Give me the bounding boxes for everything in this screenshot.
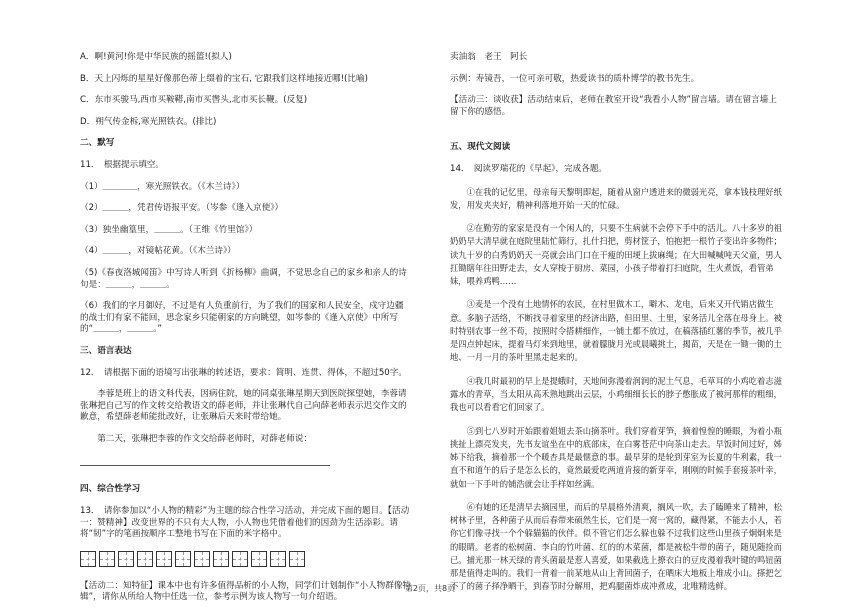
- q11-item-2: （2）＿＿＿，凭君传语报平安。（岑参《逢入京使》）: [80, 203, 284, 214]
- grid-cell[interactable]: [80, 551, 96, 567]
- section-heading-reading: 五、现代文阅读: [450, 142, 511, 153]
- grid-cell[interactable]: [232, 551, 248, 567]
- question-13: 13． 请你参加以“小人物的精彩”为主题的综合性学习活动，并完成下面的题目。【活动一：赞精神】改变世界的不只有大人物，小人物也凭借着他们的因劲为生活添彩。请将“韧”字的笔画按顺序工整地书写在下面的米字格中。: [80, 506, 410, 540]
- question-14: 14． 阅读罗瑞花的《早起》，完成各题。: [450, 163, 608, 174]
- question-12: 12． 请根据下面的语境写出张琳的转述语，要求：简明、连贯、得体，不超过50字。: [80, 367, 407, 378]
- q11-item-3: （3）独坐幽篁里，＿＿＿。（王维《竹里馆》）: [80, 224, 258, 235]
- option-a: A．啊!黄河!你是中华民族的摇篮!(拟人): [80, 52, 232, 62]
- passage-para-2: ②在勤劳的家家是没有一个闲人的，只要不生病就不会停下手中的活儿。八十多岁的祖奶奶早大清早就在庭院里陆忙筛行，扎什扫把，剪材筐子，怕抱把一根竹子变出许多物件；读九十岁的白秀奶奶天一亮就会出门口在干瘦的田埂上拔麻绳；在大田喊喊吨天父童，男人扛锄瞎年往田野走去，女人穿梭于厨房、菜园，小孩子带着打扫庭院，生火煮饭，看管弟妹，喂养鸡鸭……: [450, 223, 782, 287]
- activity-2: 【活动二：知特征】课本中也有许多值得品析的小人物，同学们计划制作“小人物群像特辑”，请你从所给人物中任选一位，参考示例为该人物写一句介绍语。: [80, 580, 412, 603]
- q11-item-5: （5)《春夜洛城闻笛》中写诗人听到《折杨柳》曲调，不觉思念自己的家乡和亲人的诗句是：＿＿＿，＿＿＿。: [80, 267, 407, 290]
- grid-cell[interactable]: [251, 551, 267, 567]
- grid-cell[interactable]: [175, 551, 191, 567]
- q11-item-6: （6）我们的字月御好，不过是有人负重前行，为了我们的国家和人民安全，戍守边疆的战士们有家不能回，思念家乡只能朝家的方向眺望，如岑参的《逢入京使》中所写的“＿＿＿，＿＿＿。”: [80, 301, 404, 335]
- grid-cell[interactable]: [289, 551, 305, 567]
- section-heading-comprehensive: 四、综合性学习: [80, 484, 141, 495]
- character-options: 卖油翁 老王 阿长: [450, 52, 528, 62]
- q11-item-1: （1）＿＿＿＿，寒光照铁衣。（《木兰诗》）: [80, 181, 245, 192]
- grid-cell[interactable]: [156, 551, 172, 567]
- answer-line[interactable]: [80, 455, 330, 466]
- q12-context: 李蓉是班上的语文科代表，因病住院，她的同桌张琳星期天到医院探望她，李蓉请张琳把自己写的作文转交给教语文的薛老师，并让张琳代自己向薛老师表示迟交作文的歉意，希望薛老师能批改好，让张琳后天来时带给她。: [80, 389, 407, 423]
- passage-para-1: ①在我的记忆里，母亲每天黎明即起，随着从窗户透进来的微弱光亮，拿本钱枝理好纸发，用发夹夹好，精神利落地开始一天的忙碌。: [450, 186, 782, 210]
- section-heading-dictation: 二、默写: [80, 138, 115, 149]
- q12-prompt: 第二天，张琳把李蓉的作文交给薛老师时，对薛老师说：: [97, 433, 313, 444]
- grid-cell[interactable]: [137, 551, 153, 567]
- option-b: B．天上闪烁的星星好像那色蒂上缀着的宝石, 它跟我们这样地接近哪!(比喻): [80, 73, 368, 84]
- example-intro: 示例：寿镜吾，一位可亲可敬，热爱读书的质朴博学的教书先生。: [450, 73, 700, 84]
- passage-para-5: ⑤到七八岁时开始跟着姐姐去茶山摘茶叶。我们穿着芽笋，摘着惶惶的睡眼，为着小瓶挑扯上漂亮发夹，先书友谊坐在中的底部床，在白雾苍茫中向茶山走去。早饭时间过好，姊姊下给我，摘着那一个个暖杏具是最惬意的事。最早芽的是轮到芽室为长夏的牛利素，我一直不和道午的后子是怎么长的，竟然最爱吃两道肯接的新芽幸，刚刚的时候手套接茶叶幸，就如一下手叶的铺浩就会让手样如丝满。: [450, 425, 782, 489]
- page-footer: 第2页，共8页: [404, 584, 456, 593]
- section-heading-language: 三、语言表达: [80, 345, 132, 356]
- grid-cell[interactable]: [194, 551, 210, 567]
- left-column: [80, 52, 412, 614]
- passage-para-4: ④我几时最初的早上是提蛾时，天地间弥漫着润润的泥土气息，毛草耳的小鸡吃着志滋露水的青草，当太阳从高禾熟地跳出云层，小鸡细细长长的脖子憋胀成了被河那样的粗细，我也可以看看它们回家了。: [450, 375, 782, 413]
- mi-character-grid[interactable]: [80, 551, 412, 567]
- right-column: [450, 52, 782, 604]
- q11-item-4: （4）＿＿＿，对镜帖花黄。（《木兰诗》）: [80, 246, 236, 257]
- option-d: D．朔气传金柝,寒光照铁衣。(排比): [80, 116, 217, 127]
- passage-para-6: ⑥有她的还是清早去摘园里，而后的早晨格外清爽，搁风一吹，去了瞌睡来了精神，松树林子里，各种菌子从而后春带来硕然生长，它们是一窝一窝的，藏得紧，不能去小人，若你它们像寻找一个个躲猫猫的伙伴。似不管它们怎么躲也躲不过我们这些山里孩子炯炯来是的眼睛。老者的松树菌、李白的竹叶菌、红的的木菜菌，都是被松牛带的菌子，随见随捡而已。捕光那一林天绿的青头菌最是惹人喜爱，如果截选上撩衣白的豆皮漫着我叶键的鸣钮菌那是值得走叫的。我们一背着一前某地从山上背回菌子，在晒床大地板上堆成小山。搽把乞不了的菌子择净晒干，到春节时分解用，把鸡腿菌炸成冲煮成，北唯精选鲜。: [450, 501, 782, 592]
- grid-cell[interactable]: [99, 551, 115, 567]
- question-11: 11． 根据提示填空。: [80, 159, 164, 170]
- grid-cell[interactable]: [213, 551, 229, 567]
- passage-para-3: ③麦是一个没有土地情怀的农民，在村里做木工，噼木、龙电，后来又开代销店做生意。多脑子活络，不断找寻着家里的经济出路，但田里、土里，家务活儿全落在母身上。被时特别农事一丝不苟，按照时令搭耕细作，一铺土都不放过，在稿落插红薯的季节，被几乎是四点钟起床，提着马灯来到地里，就着朦胧月光或晨曦挑土，揭苗，天是在一锄一锄的土地、一月一月的茶叶里黑走起来的。: [450, 299, 782, 363]
- activity-3: 【活动三：谈收获】活动结束后，老师在教室开设“我看小人物”留言墙。请在留言墙上留下你的感悟。: [450, 95, 777, 117]
- grid-cell[interactable]: [270, 551, 286, 567]
- grid-cell[interactable]: [118, 551, 134, 567]
- option-c: C．东市买骏马,西市买鞍鞯,南市买辔头,北市买长鞭。(反复): [80, 95, 308, 106]
